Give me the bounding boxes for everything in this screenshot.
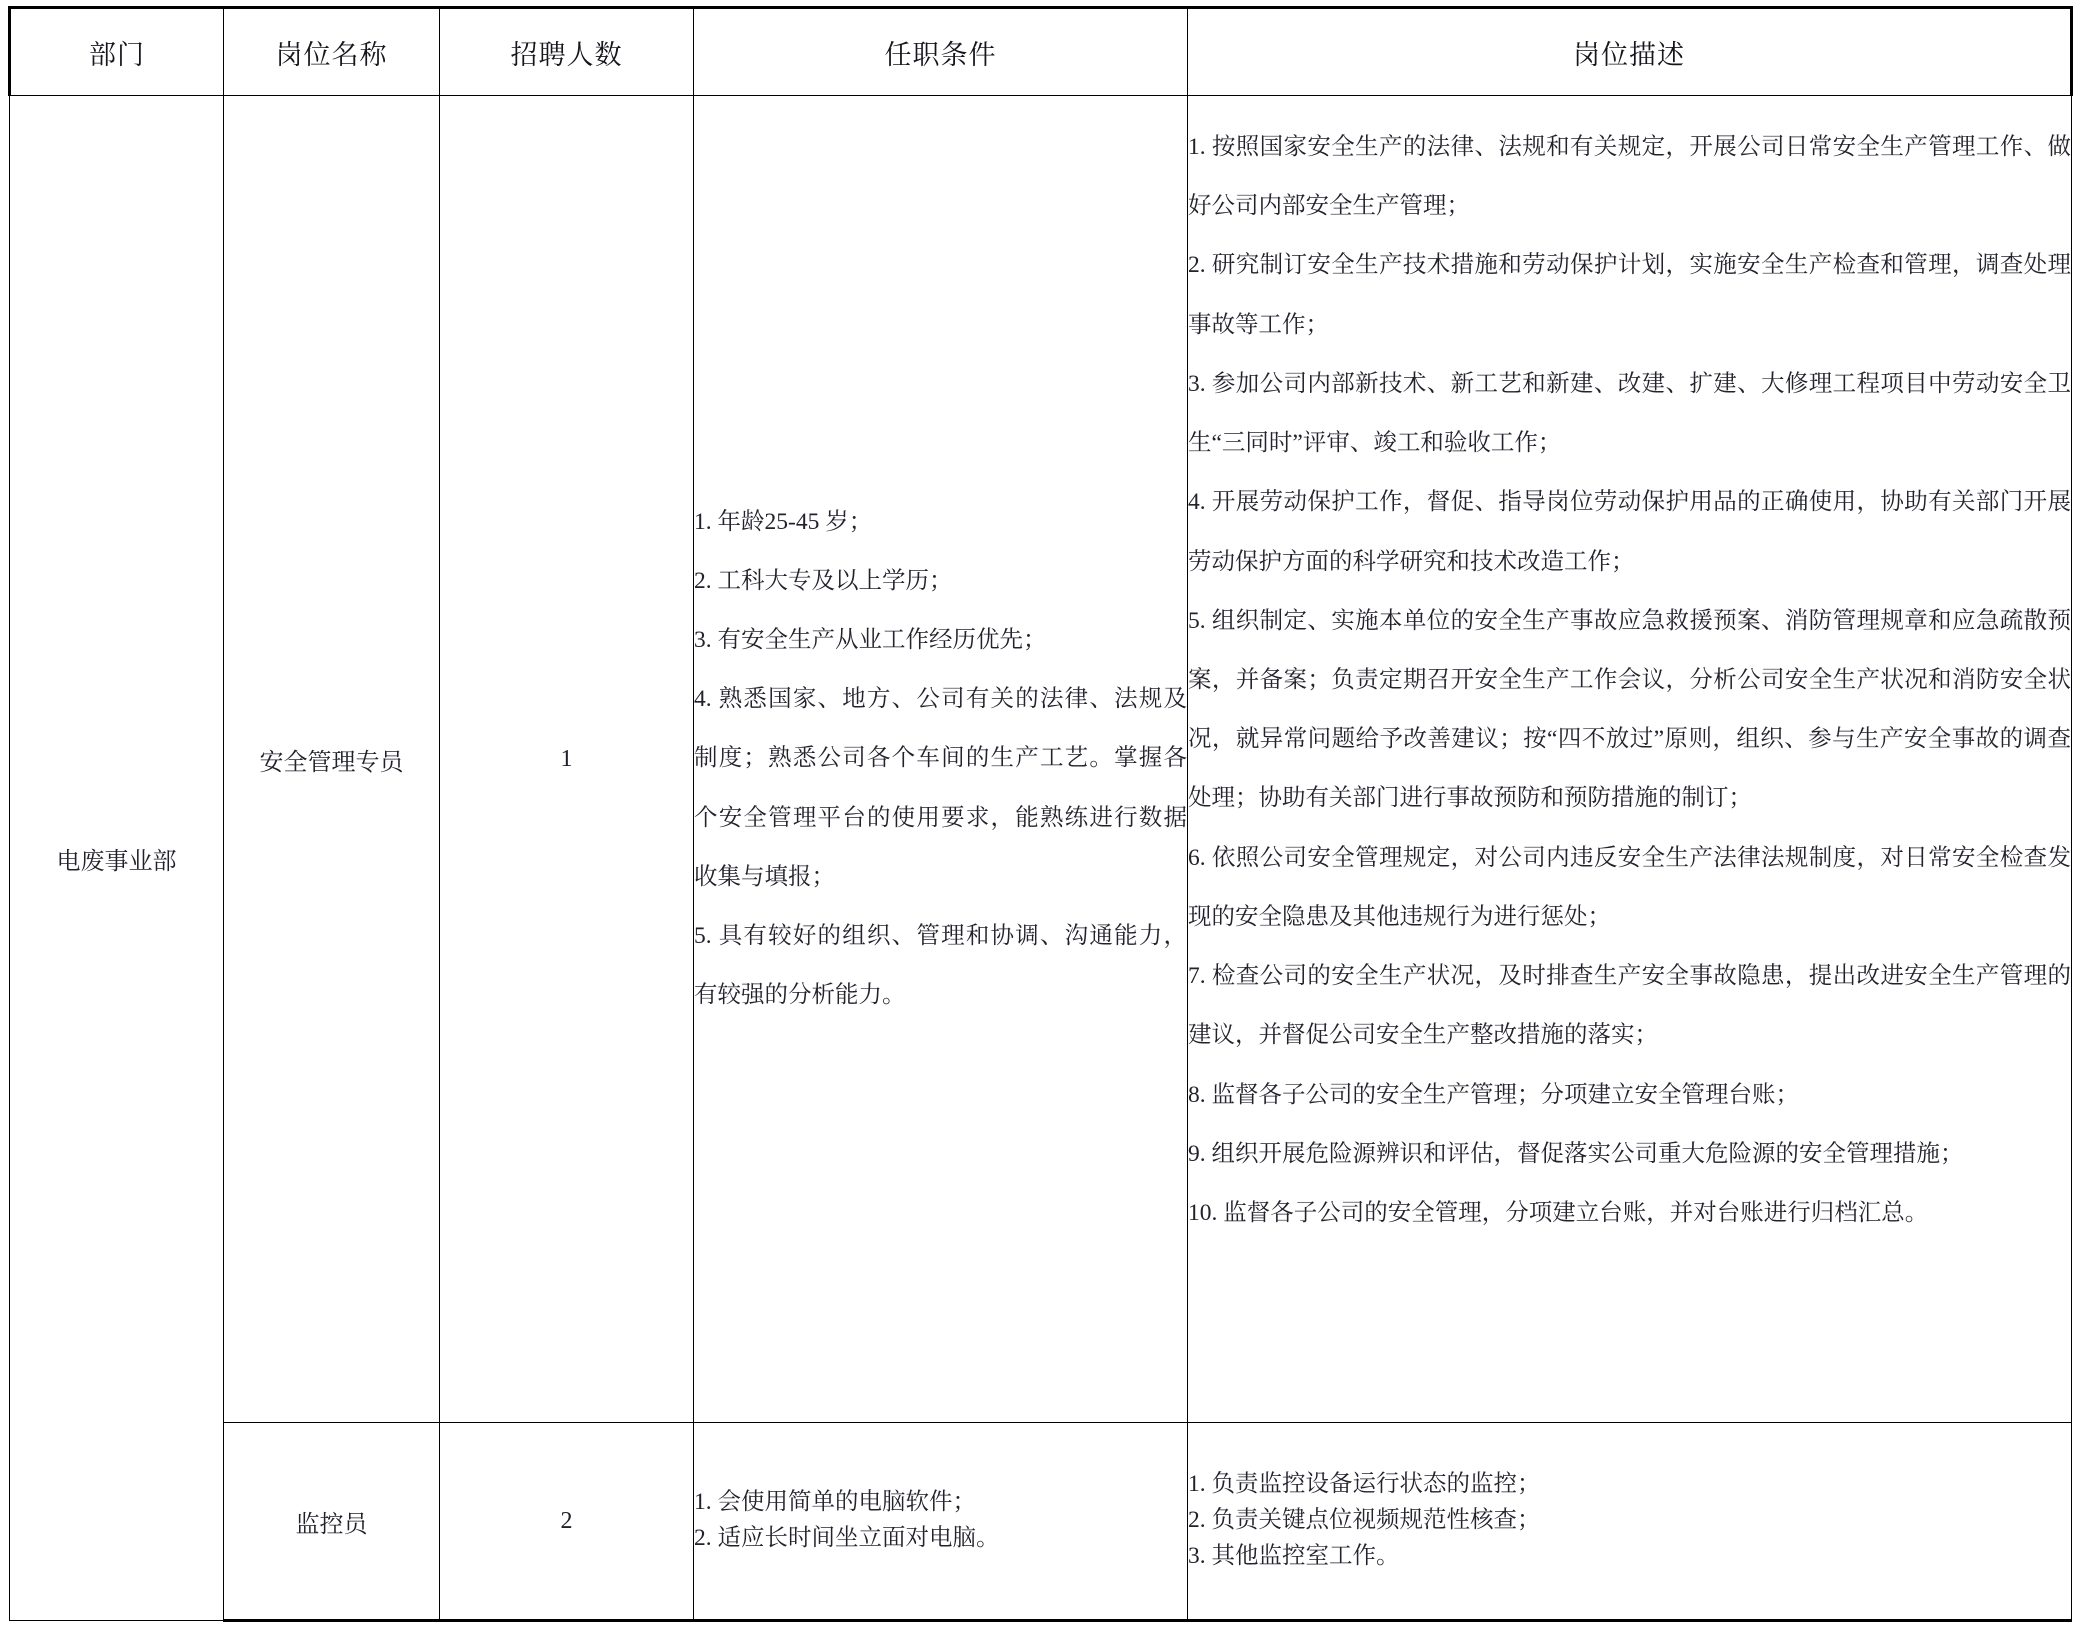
description-item: 4. 开展劳动保护工作，督促、指导岗位劳动保护用品的正确使用，协助有关部门开展劳动保护方面的科学研究和技术改造工作；	[1188, 489, 2071, 575]
cell-description	[1188, 96, 2072, 1423]
cell-requirements	[694, 1423, 1188, 1621]
requirement-item: 1. 年龄25-45 岁；	[694, 508, 873, 535]
column-header-department: 部门	[10, 8, 224, 96]
table-header-row	[10, 8, 2072, 96]
description-item: 5. 组织制定、实施本单位的安全生产事故应急救援预案、消防管理规章和应急疏散预案，并备案；负责定期召开安全生产工作会议，分析公司安全生产状况和消防安全状况，就异常问题给予改善建议；按“四不放过”原则，组织、参与生产安全事故的调查处理；协助有关部门进行事故预防和预防措施的制订；	[1188, 607, 2071, 812]
description-list	[1188, 1467, 2071, 1574]
description-item: 1. 按照国家安全生产的法律、法规和有关规定，开展公司日常安全生产管理工作、做好公司内部安全生产管理；	[1188, 134, 2071, 220]
requirement-item: 3. 有安全生产从业工作经历优先；	[694, 626, 1047, 653]
description-item: 1. 负责监控设备运行状态的监控；	[1188, 1471, 1541, 1498]
department-label: 电废事业部	[56, 848, 177, 875]
cell-position: 安全管理专员	[224, 96, 440, 1423]
description-list	[1188, 118, 2071, 1243]
requirement-item: 2. 适应长时间坐立面对电脑。	[694, 1525, 1000, 1551]
description-item: 8. 监督各子公司的安全生产管理；分项建立安全管理台账；	[1188, 1081, 1799, 1108]
table-header	[10, 8, 2072, 96]
description-item: 2. 研究制订安全生产技术措施和劳动保护计划，实施安全生产检查和管理，调查处理事故等工作；	[1188, 252, 2071, 338]
description-item: 3. 参加公司内部新技术、新工艺和新建、改建、扩建、大修理工程项目中劳动安全卫生“三同时”评审、竣工和验收工作；	[1188, 370, 2071, 457]
column-header-headcount: 招聘人数	[440, 8, 694, 96]
cell-description	[1188, 1423, 2072, 1621]
cell-headcount: 1	[440, 96, 694, 1423]
requirements-list	[694, 493, 1187, 1026]
table-row	[10, 1423, 2072, 1621]
column-header-requirements: 任职条件	[694, 8, 1188, 96]
cell-requirements	[694, 96, 1188, 1423]
description-item: 9. 组织开展危险源辨识和评估，督促落实公司重大危险源的安全管理措施；	[1188, 1140, 1964, 1167]
recruitment-table	[8, 6, 2073, 1622]
requirement-item: 4. 熟悉国家、地方、公司有关的法律、法规及制度；熟悉公司各个车间的生产工艺。掌握各个安全管理平台的使用要求，能熟练进行数据收集与填报；	[694, 686, 1187, 890]
cell-position: 监控员	[224, 1423, 440, 1621]
cell-department	[10, 96, 224, 1621]
cell-headcount: 2	[440, 1423, 694, 1621]
table-body	[10, 96, 2072, 1621]
requirement-item: 5. 具有较好的组织、管理和协调、沟通能力，有较强的分析能力。	[694, 923, 1187, 1009]
column-header-description: 岗位描述	[1188, 8, 2072, 96]
table-row	[10, 96, 2072, 1423]
requirement-item: 2. 工科大专及以上学历；	[694, 567, 953, 594]
description-item: 7. 检查公司的安全生产状况，及时排查生产安全事故隐患，提出改进安全生产管理的建议，并督促公司安全生产整改措施的落实；	[1188, 963, 2071, 1049]
requirements-list	[694, 1485, 1187, 1556]
requirement-item: 1. 会使用简单的电脑软件；	[694, 1489, 976, 1516]
description-item: 2. 负责关键点位视频规范性核查；	[1188, 1507, 1541, 1534]
description-item: 10. 监督各子公司的安全管理，分项建立台账，并对台账进行归档汇总。	[1188, 1199, 1929, 1226]
description-item: 6. 依照公司安全管理规定，对公司内违反安全生产法律法规制度，对日常安全检查发现的安全隐患及其他违规行为进行惩处；	[1188, 844, 2071, 930]
column-header-position: 岗位名称	[224, 8, 440, 96]
description-item: 3. 其他监控室工作。	[1188, 1542, 1400, 1569]
